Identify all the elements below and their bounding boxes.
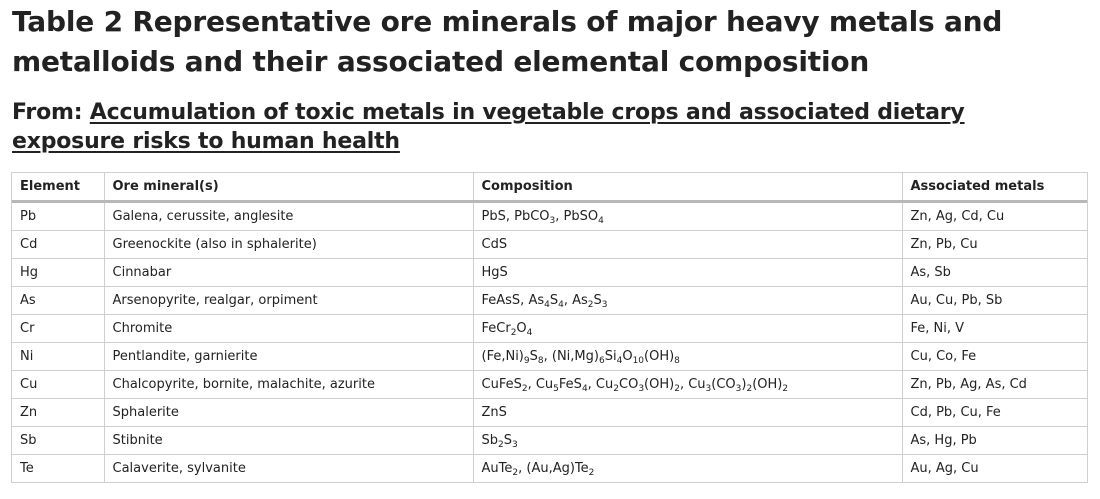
- table-row: [12, 315, 1087, 343]
- composition-cell: ZnS: [473, 399, 902, 427]
- table-title: Table 2 Representative ore minerals of major heavy metals and metalloids and their associated elemental composition: [12, 5, 1003, 78]
- header-row: [12, 173, 1087, 202]
- associated-metals-cell: As, Hg, Pb: [902, 427, 1087, 455]
- composition-cell: CdS: [473, 231, 902, 259]
- composition-cell: $FeCr_2O_4$: [473, 315, 902, 343]
- composition-cell: FeAsS, $As_4S_4$, $As_2S_3$: [473, 287, 902, 315]
- associated-metals-cell: Zn, Ag, Cd, Cu: [902, 202, 1087, 231]
- associated-metals-cell: Au, Ag, Cu: [910, 461, 979, 476]
- composition-cell: HgS: [473, 259, 902, 287]
- element-cell: Pb: [12, 202, 104, 231]
- element-cell: Ni: [12, 343, 104, 371]
- composition-cell: $(Fe,Ni)_9S_8$, $(Ni,Mg)_6Si_4O_{10}(OH)_8$: [473, 343, 902, 371]
- header-composition: Composition: [473, 173, 902, 202]
- element-cell: Hg: [12, 259, 104, 287]
- ore-minerals-cell: Sphalerite: [104, 399, 473, 427]
- ore-minerals-cell: Chromite: [104, 315, 473, 343]
- ore-minerals-cell: Chalcopyrite, bornite, malachite, azurite: [104, 371, 473, 399]
- associated-metals-cell: As, Sb: [902, 259, 1087, 287]
- table-container: [11, 172, 1088, 483]
- table-row: [12, 371, 1087, 399]
- associated-metals-cell: Zn, Pb, Cu: [902, 231, 1087, 259]
- header-associated-metals: Associated metals: [902, 173, 1087, 202]
- element-cell: Zn: [12, 399, 104, 427]
- minerals-table: [12, 173, 1087, 482]
- table-row: [12, 259, 1087, 287]
- table-row: [12, 399, 1087, 427]
- table-row: [12, 231, 1087, 259]
- ore-minerals-cell: Greenockite (also in sphalerite): [104, 231, 473, 259]
- ore-minerals-cell: Calaverite, sylvanite: [104, 455, 473, 483]
- ore-minerals-cell: Pentlandite, garnierite: [104, 343, 473, 371]
- associated-metals-cell: Fe, Ni, V: [902, 315, 1087, 343]
- composition-cell: $Sb_2S_3$: [473, 427, 902, 455]
- table-row: [12, 202, 1087, 231]
- associated-metals-cell: Au, Cu, Pb, Sb: [902, 287, 1087, 315]
- table-row: [12, 343, 1087, 371]
- associated-metals-cell: Cu, Co, Fe: [902, 343, 1087, 371]
- source-line: [12, 98, 1072, 156]
- ore-minerals-cell: Galena, cerussite, anglesite: [104, 202, 473, 231]
- element-cell: Cr: [12, 315, 104, 343]
- ore-minerals-cell: Stibnite: [104, 427, 473, 455]
- table-body: [12, 202, 1087, 483]
- table-row: [12, 455, 1087, 483]
- element-cell: Te: [12, 455, 104, 483]
- table-row: [12, 427, 1087, 455]
- element-cell: Cu: [12, 371, 104, 399]
- from-prefix: From:: [12, 100, 90, 125]
- header-element: Element: [12, 173, 104, 202]
- ore-minerals-cell: Cinnabar: [104, 259, 473, 287]
- article-link[interactable]: Accumulation of toxic metals in vegetable crops and associated dietary exposure risks to human health: [12, 100, 965, 154]
- table-row: [12, 287, 1087, 315]
- composition-cell: AuTe$_2$, $(Au,Ag)Te_2$: [473, 455, 902, 483]
- header-ore-minerals: Ore mineral(s): [104, 173, 473, 202]
- element-cell: Sb: [12, 427, 104, 455]
- composition-cell: CuFeS$_2$, $Cu_5FeS_4$, $Cu_2CO_3(OH)_2$, $Cu_3(CO_3)_2(OH)_2$: [473, 371, 902, 399]
- composition-cell: PbS, PbCO$_3$, PbSO$_4$: [473, 202, 902, 231]
- element-cell: Cd: [12, 231, 104, 259]
- ore-minerals-cell: Arsenopyrite, realgar, orpiment: [104, 287, 473, 315]
- associated-metals-cell: Zn, Pb, Ag, As, Cd: [902, 371, 1087, 399]
- element-cell: As: [12, 287, 104, 315]
- associated-metals-cell: Cd, Pb, Cu, Fe: [902, 399, 1087, 427]
